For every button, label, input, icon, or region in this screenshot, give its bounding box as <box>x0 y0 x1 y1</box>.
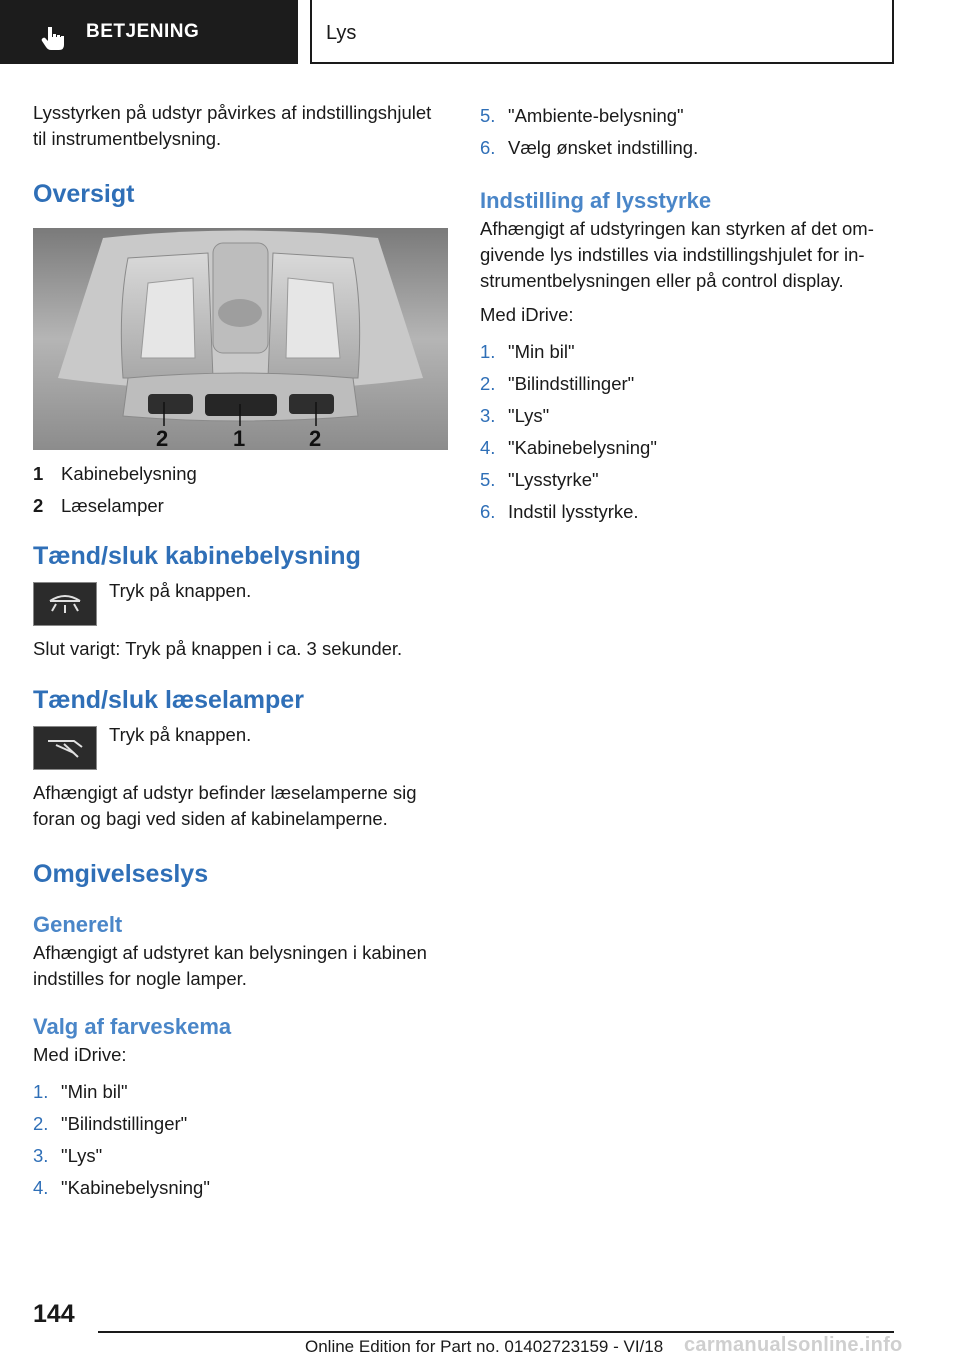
intro-text: Lysstyrken på udstyr påvirkes af indstillingshjulet til instrumentbelysning. <box>33 102 432 149</box>
overhead-console-figure <box>33 228 448 450</box>
chapter-header <box>310 0 894 64</box>
hand-pointer-icon <box>40 25 66 51</box>
color-scheme-steps-continued <box>480 100 890 164</box>
brightness-steps <box>480 336 890 528</box>
oversigt-heading: Oversigt <box>33 180 135 208</box>
step-text: Vælg ønsket indstilling. <box>508 137 699 158</box>
idrive-label: Med iDrive: <box>33 1044 127 1065</box>
cabin-light-press-text: Tryk på knappen. <box>109 580 252 601</box>
step-text: "Min bil" <box>508 341 575 362</box>
step-text: "Lys" <box>508 405 550 426</box>
step-text: "Kabinebelysning" <box>61 1177 210 1198</box>
reading-light-instruction <box>33 722 448 780</box>
step-number: 4. <box>480 437 496 458</box>
footer-divider <box>98 1331 894 1333</box>
legend-number: 1 <box>33 463 44 484</box>
step-text: Indstil lysstyrke. <box>508 501 639 522</box>
reading-light-heading: Tænd/sluk læselamper <box>33 686 304 714</box>
ambient-heading: Omgivelseslys <box>33 860 209 888</box>
list-item <box>480 400 890 432</box>
color-scheme-heading: Valg af farveskema <box>33 1014 232 1039</box>
figure-label: 1 <box>233 426 246 450</box>
step-text: "Bilindstillinger" <box>508 373 635 394</box>
step-number: 3. <box>480 405 496 426</box>
step-text: "Bilindstillinger" <box>61 1113 188 1134</box>
step-number: 4. <box>33 1177 49 1198</box>
general-heading: Generelt <box>33 912 123 937</box>
step-text: "Min bil" <box>61 1081 128 1102</box>
brightness-heading: Indstilling af lysstyrke <box>480 188 712 213</box>
right-column <box>480 100 890 528</box>
legend-text: Kabinebelysning <box>61 463 197 484</box>
step-text: "Ambiente-belysning" <box>508 105 684 126</box>
list-item <box>480 368 890 400</box>
step-number: 5. <box>480 469 496 490</box>
cabin-light-note: Slut varigt: Tryk på knappen i ca. 3 sekunder. <box>33 638 403 659</box>
figure-label: 2 <box>309 426 322 450</box>
list-item <box>33 1108 448 1140</box>
list-item <box>480 496 890 528</box>
legend-item <box>33 490 448 522</box>
step-number: 1. <box>480 341 496 362</box>
reading-light-button-icon <box>33 726 97 770</box>
step-number: 6. <box>480 137 496 158</box>
legend-number: 2 <box>33 495 44 516</box>
reading-light-note: Afhængigt af udstyr befinder læselamperne sig foran og bagi ved siden af kabinelamperne. <box>33 782 417 829</box>
reading-light-press-text: Tryk på knappen. <box>109 724 252 745</box>
brightness-text: Afhængigt af udstyringen kan styrken af det omgivende lys indstilles via indstillingshjulet for instrumentbelysningen eller på control display. <box>480 218 874 291</box>
page-number: 144 <box>33 1300 75 1328</box>
list-item <box>480 336 890 368</box>
step-number: 3. <box>33 1145 49 1166</box>
list-item <box>480 432 890 464</box>
cabin-light-button-icon <box>33 582 97 626</box>
list-item <box>33 1140 448 1172</box>
legend-item <box>33 458 448 490</box>
edition-text: Online Edition for Part no. 01402723159 - VI/18 <box>305 1337 664 1356</box>
step-number: 1. <box>33 1081 49 1102</box>
list-item <box>480 100 890 132</box>
step-number: 6. <box>480 501 496 522</box>
list-item <box>33 1172 448 1204</box>
step-text: "Kabinebelysning" <box>508 437 657 458</box>
figure-label: 2 <box>156 426 169 450</box>
list-item <box>480 132 890 164</box>
idrive-label: Med iDrive: <box>480 304 574 325</box>
step-number: 2. <box>33 1113 49 1134</box>
legend-text: Læselamper <box>61 495 164 516</box>
step-text: "Lysstyrke" <box>508 469 599 490</box>
list-item <box>33 1076 448 1108</box>
section-label: BETJENING <box>86 21 200 42</box>
left-column <box>33 100 448 1204</box>
step-number: 5. <box>480 105 496 126</box>
general-text: Afhængigt af udstyret kan belysningen i kabinen indstilles for nogle lamper. <box>33 942 427 989</box>
step-text: "Lys" <box>61 1145 103 1166</box>
chapter-title: Lys <box>326 22 357 44</box>
section-tab <box>0 0 298 64</box>
list-item <box>480 464 890 496</box>
cabin-light-heading: Tænd/sluk kabinebelysning <box>33 542 361 570</box>
step-number: 2. <box>480 373 496 394</box>
cabin-light-instruction <box>33 578 448 636</box>
color-scheme-steps <box>33 1076 448 1204</box>
watermark: carmanualsonline.info <box>684 1334 903 1356</box>
